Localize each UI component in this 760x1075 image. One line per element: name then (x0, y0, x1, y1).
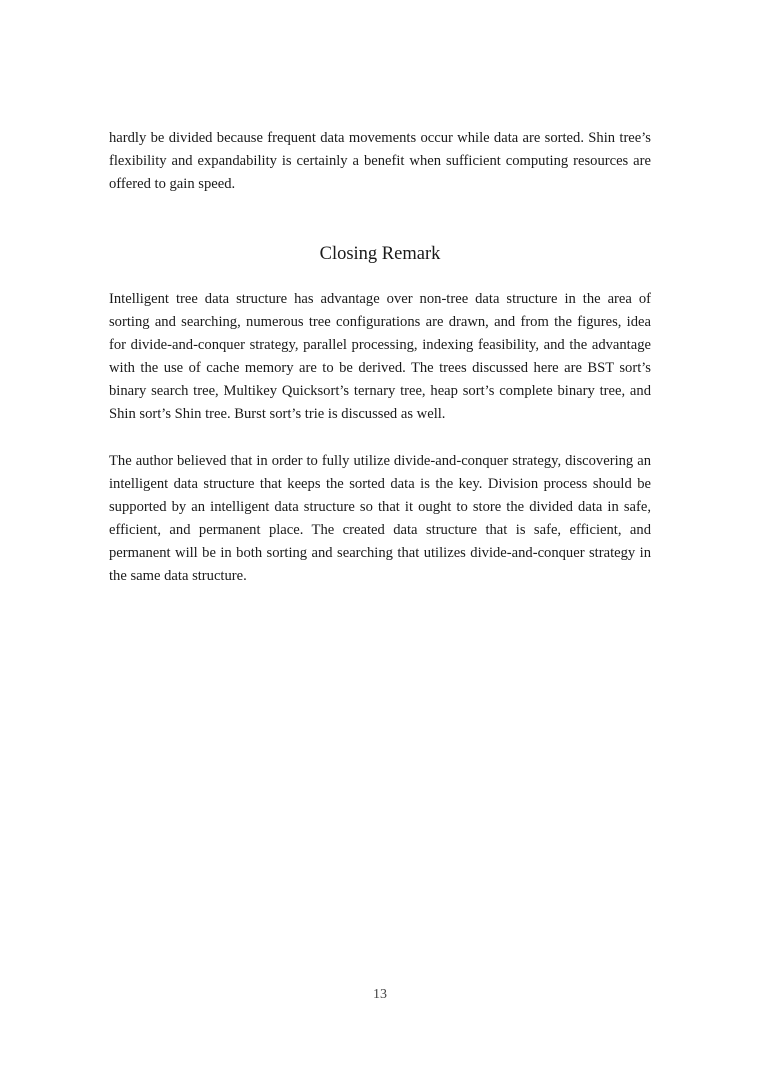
closing-paragraph-2: The author believed that in order to fully utilize divide-and-conquer strategy, discovering an intelligent data structure that keeps the sorted data is the key. Division process should be supported by an intelligent data structure so that it ought to store the divided data in safe, efficient, and permanent place. The created data structure that is safe, efficient, and permanent will be in both sorting and searching that utilizes divide-and-conquer strategy in the same data structure. (109, 453, 651, 584)
continuation-paragraph: hardly be divided because frequent data movements occur while data are sorted. Shin tree’s flexibility and expandability is certainly a benefit when sufficient computing resources are offered to gain speed. (109, 130, 651, 192)
section-heading: Closing Remark (319, 244, 441, 264)
page-number: 13 (373, 987, 387, 1002)
closing-paragraph-1: Intelligent tree data structure has advantage over non-tree data structure in the area of sorting and searching, numerous tree configurations are drawn, and from the figures, idea for divide-and-conquer strategy, parallel processing, indexing feasibility, and the advantage with the use of cache memory are to be derived. The trees discussed here are BST sort’s binary search tree, Multikey Quicksort’s ternary tree, heap sort’s complete binary tree, and Shin sort’s Shin tree. Burst sort’s trie is discussed as well. (109, 291, 651, 422)
